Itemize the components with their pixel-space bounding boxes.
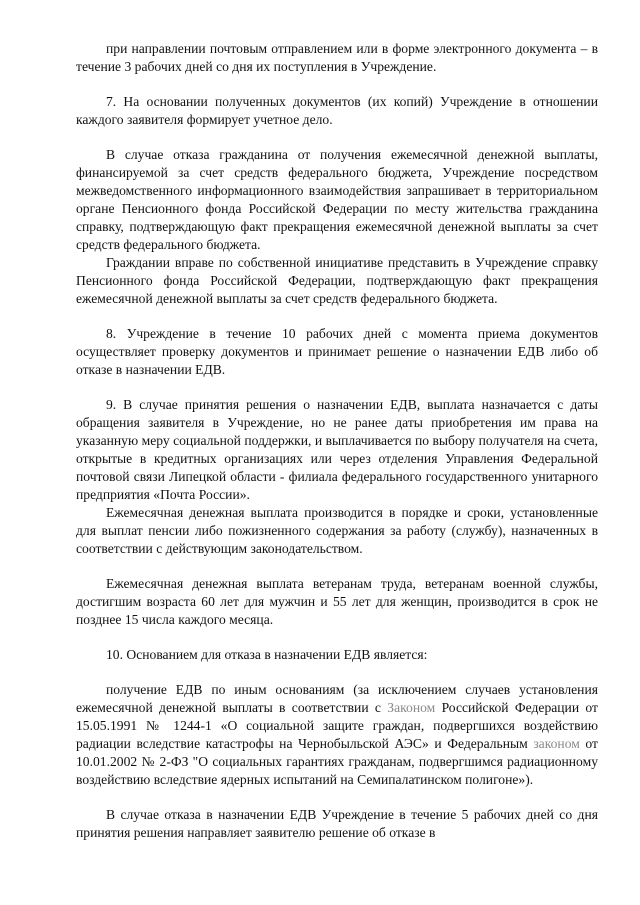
paragraph-8-decision: 8. Учреждение в течение 10 рабочих дней с момента приема документов осуществляет проверку документов и принимает решение о назначении ЕДВ либо об отказе в назначении ЕДВ.: [76, 326, 598, 377]
paragraph-veterans-payment: Ежемесячная денежная выплата ветеранам труда, ветеранам военной службы, достигшим возраста 60 лет для мужчин и 55 лет для женщин, производится в срок не позднее 15 числа каждого месяца.: [76, 576, 598, 627]
document-page: [76, 40, 598, 842]
other-grounds-text-3: от 10.01.2002 № 2-ФЗ "О социальных гарантиях гражданам, подвергшимся радиационному воздействию вследствие ядерных испытаний на Семипалатинском полигоне»).: [76, 736, 598, 787]
law-link[interactable]: Законом: [387, 700, 436, 715]
paragraph-citizen-initiative: Граждании вправе по собственной инициативе представить в Учреждение справку Пенсионного фонда Российской Федерации, подтверждающую факт прекращения ежемесячной денежной выплаты за счет средств федерального бюджета.: [76, 255, 598, 306]
paragraph-payment-terms: Ежемесячная денежная выплата производится в порядке и сроки, установленные для выплат пенсии либо пожизненного содержания за работу (службу), назначенных в соответствии с действующим законодательством.: [76, 505, 598, 556]
paragraph-10-refusal-grounds: 10. Основанием для отказа в назначении ЕДВ является:: [106, 647, 428, 662]
federal-law-link[interactable]: законом: [533, 736, 580, 751]
paragraph-refusal-notice: В случае отказа в назначении ЕДВ Учреждение в течение 5 рабочих дней со дня принятия решения направляет заявителю решение об отказе в: [76, 807, 598, 840]
paragraph-other-grounds: [76, 681, 598, 789]
paragraph-7-case-file: 7. На основании полученных документов (их копий) Учреждение в отношении каждого заявителя формирует учетное дело.: [76, 94, 598, 127]
paragraph-submission-deadline: при направлении почтовым отправлением или в форме электронного документа – в течение 3 рабочих дней со дня их поступления в Учреждение.: [76, 41, 598, 74]
paragraph-9-assignment: 9. В случае принятия решения о назначении ЕДВ, выплата назначается с даты обращения заявителя в Учреждение, но не ранее даты приобретения им права на указанную меру социальной поддержки, и выплачивается по выбору получателя на счета, открытые в кредитных организациях или через отделения Управления Федеральной почтовой связи Липецкой области - филиала федерального государственного унитарного предприятия «Почта России».: [76, 397, 598, 502]
other-grounds-text-2: Российской Федерации от 15.05.1991 № 1244-1 «О социальной защите граждан, подвергшихся воздействию радиации вследствие катастрофы на Чернобыльской АЭС» и Федеральным: [76, 700, 598, 751]
paragraph-refusal-request: В случае отказа гражданина от получения ежемесячной денежной выплаты, финансируемой за счет средств федерального бюджета, Учреждение посредством межведомственного информационного взаимодействия запрашивает в территориальном органе Пенсионного фонда Российской Федерации по месту жительства гражданина справку, подтверждающую факт прекращения ежемесячной денежной выплаты за счет средств федерального бюджета.: [76, 147, 598, 252]
other-grounds-text-1: получение ЕДВ по иным основаниям (за исключением случаев установления ежемесячной денежной выплаты в соответствии с: [76, 682, 598, 715]
